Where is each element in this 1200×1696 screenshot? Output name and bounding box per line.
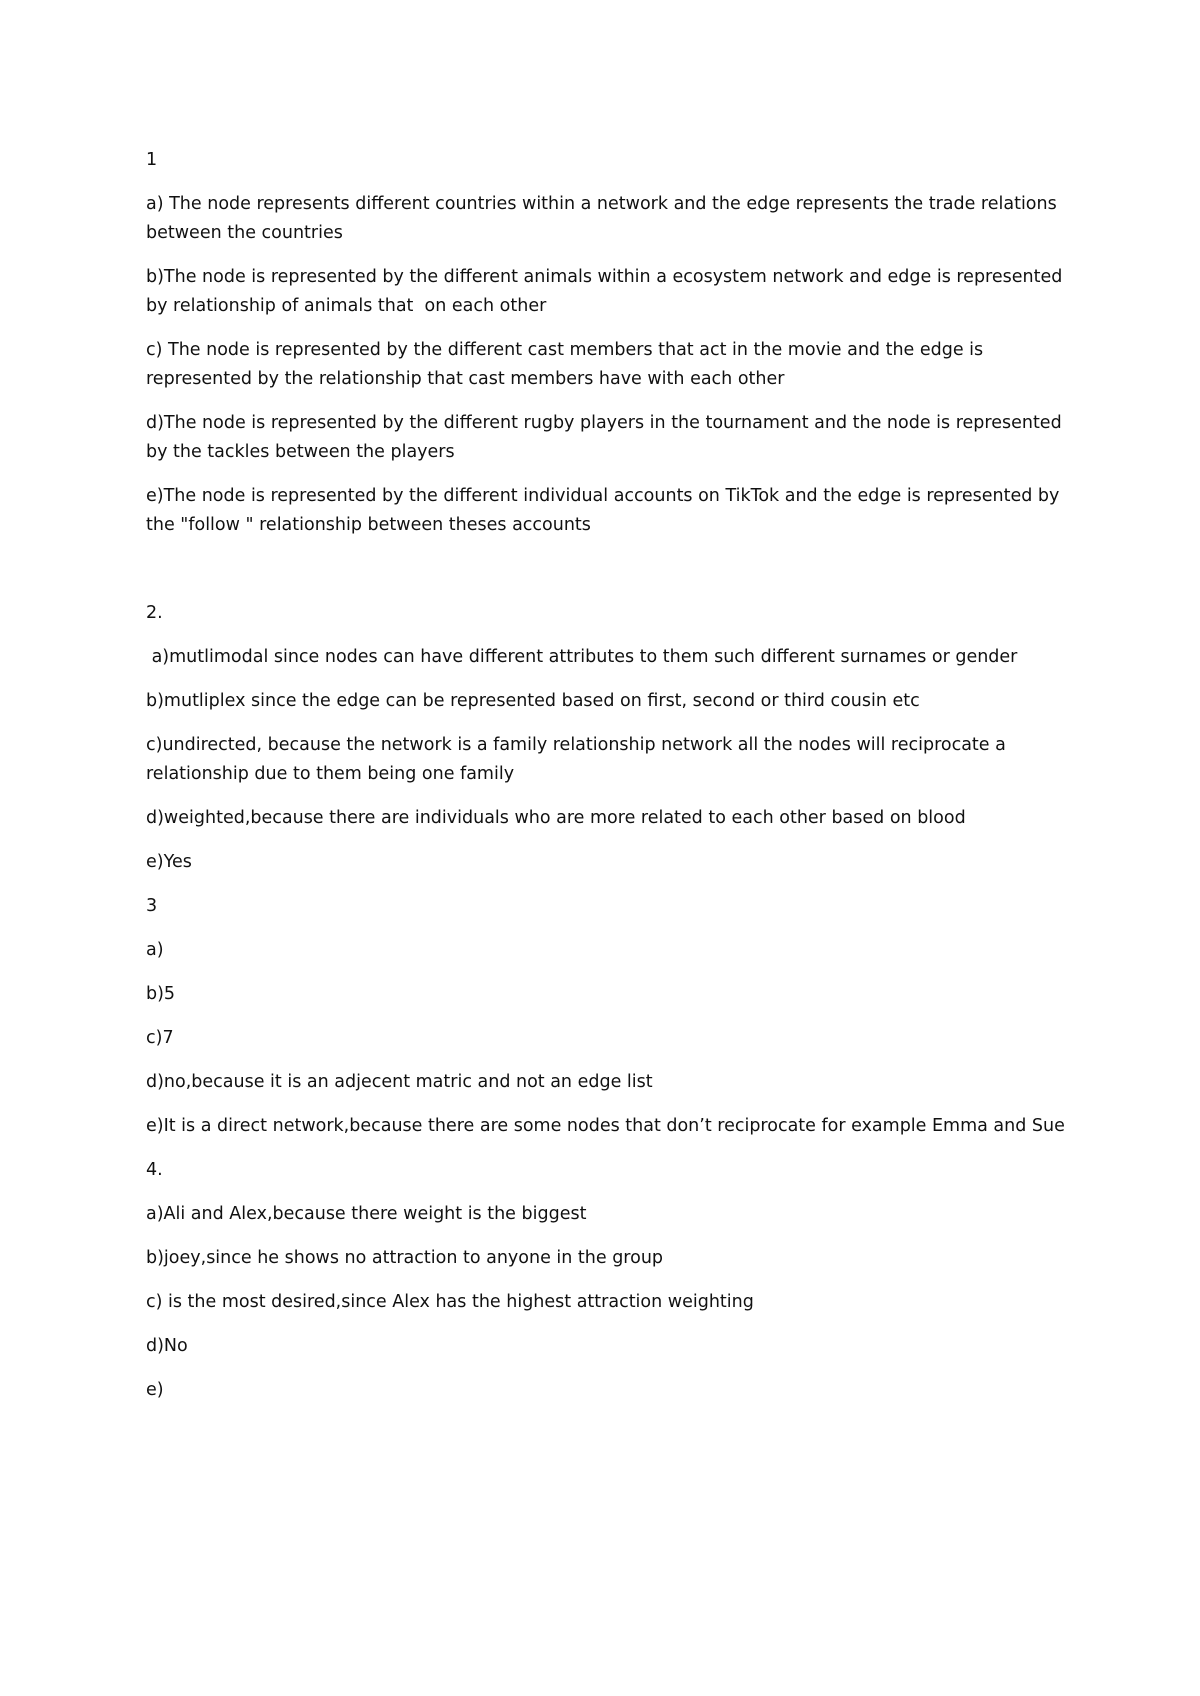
section-3-item-e: e)It is a direct network,because there are some nodes that don’t reciprocate for example Emma and Sue xyxy=(146,1116,1065,1136)
section-2-item-d: d)weighted,because there are individuals who are more related to each other based on blood xyxy=(146,808,966,828)
section-2-item-b: b)mutliplex since the edge can be represented based on first, second or third cousin etc xyxy=(146,691,920,711)
section-1-heading: 1 xyxy=(146,150,158,170)
section-4-item-a: a)Ali and Alex,because there weight is the biggest xyxy=(146,1204,587,1224)
section-4-item-e: e) xyxy=(146,1380,164,1400)
section-1-item-d: d)The node is represented by the different rugby players in the tournament and the node is represented by the tackles between the players xyxy=(146,413,1068,462)
section-3-heading: 3 xyxy=(146,896,158,916)
section-4-item-c: c) is the most desired,since Alex has the highest attraction weighting xyxy=(146,1292,754,1312)
section-4-item-b: b)joey,since he shows no attraction to anyone in the group xyxy=(146,1248,664,1268)
section-1-item-a: a) The node represents different countries within a network and the edge represents the trade relations between the countries xyxy=(146,194,1063,243)
section-2-item-e: e)Yes xyxy=(146,852,192,872)
section-3-item-c: c)7 xyxy=(146,1028,174,1048)
document-body xyxy=(146,146,1066,1420)
section-3-item-a: a) xyxy=(146,940,164,960)
section-1-item-b: b)The node is represented by the different animals within a ecosystem network and edge is represented by relationship of animals that on each other xyxy=(146,267,1068,316)
section-1-item-e: e)The node is represented by the different individual accounts on TikTok and the edge is represented by the "follow " relationship between theses accounts xyxy=(146,486,1065,535)
section-4-heading: 4. xyxy=(146,1160,163,1180)
section-2-item-a: a)mutlimodal since nodes can have different attributes to them such different surnames or gender xyxy=(146,647,1018,667)
section-4-item-d: d)No xyxy=(146,1336,188,1356)
section-2-item-c: c)undirected, because the network is a family relationship network all the nodes will reciprocate a relationship due to them being one family xyxy=(146,735,1012,784)
section-3-item-b: b)5 xyxy=(146,984,176,1004)
section-3-item-d: d)no,because it is an adjecent matric and not an edge list xyxy=(146,1072,653,1092)
section-1-item-c: c) The node is represented by the different cast members that act in the movie and the edge is represented by the relationship that cast members have with each other xyxy=(146,340,989,389)
section-2-heading: 2. xyxy=(146,603,163,623)
section-spacer xyxy=(146,555,1066,599)
